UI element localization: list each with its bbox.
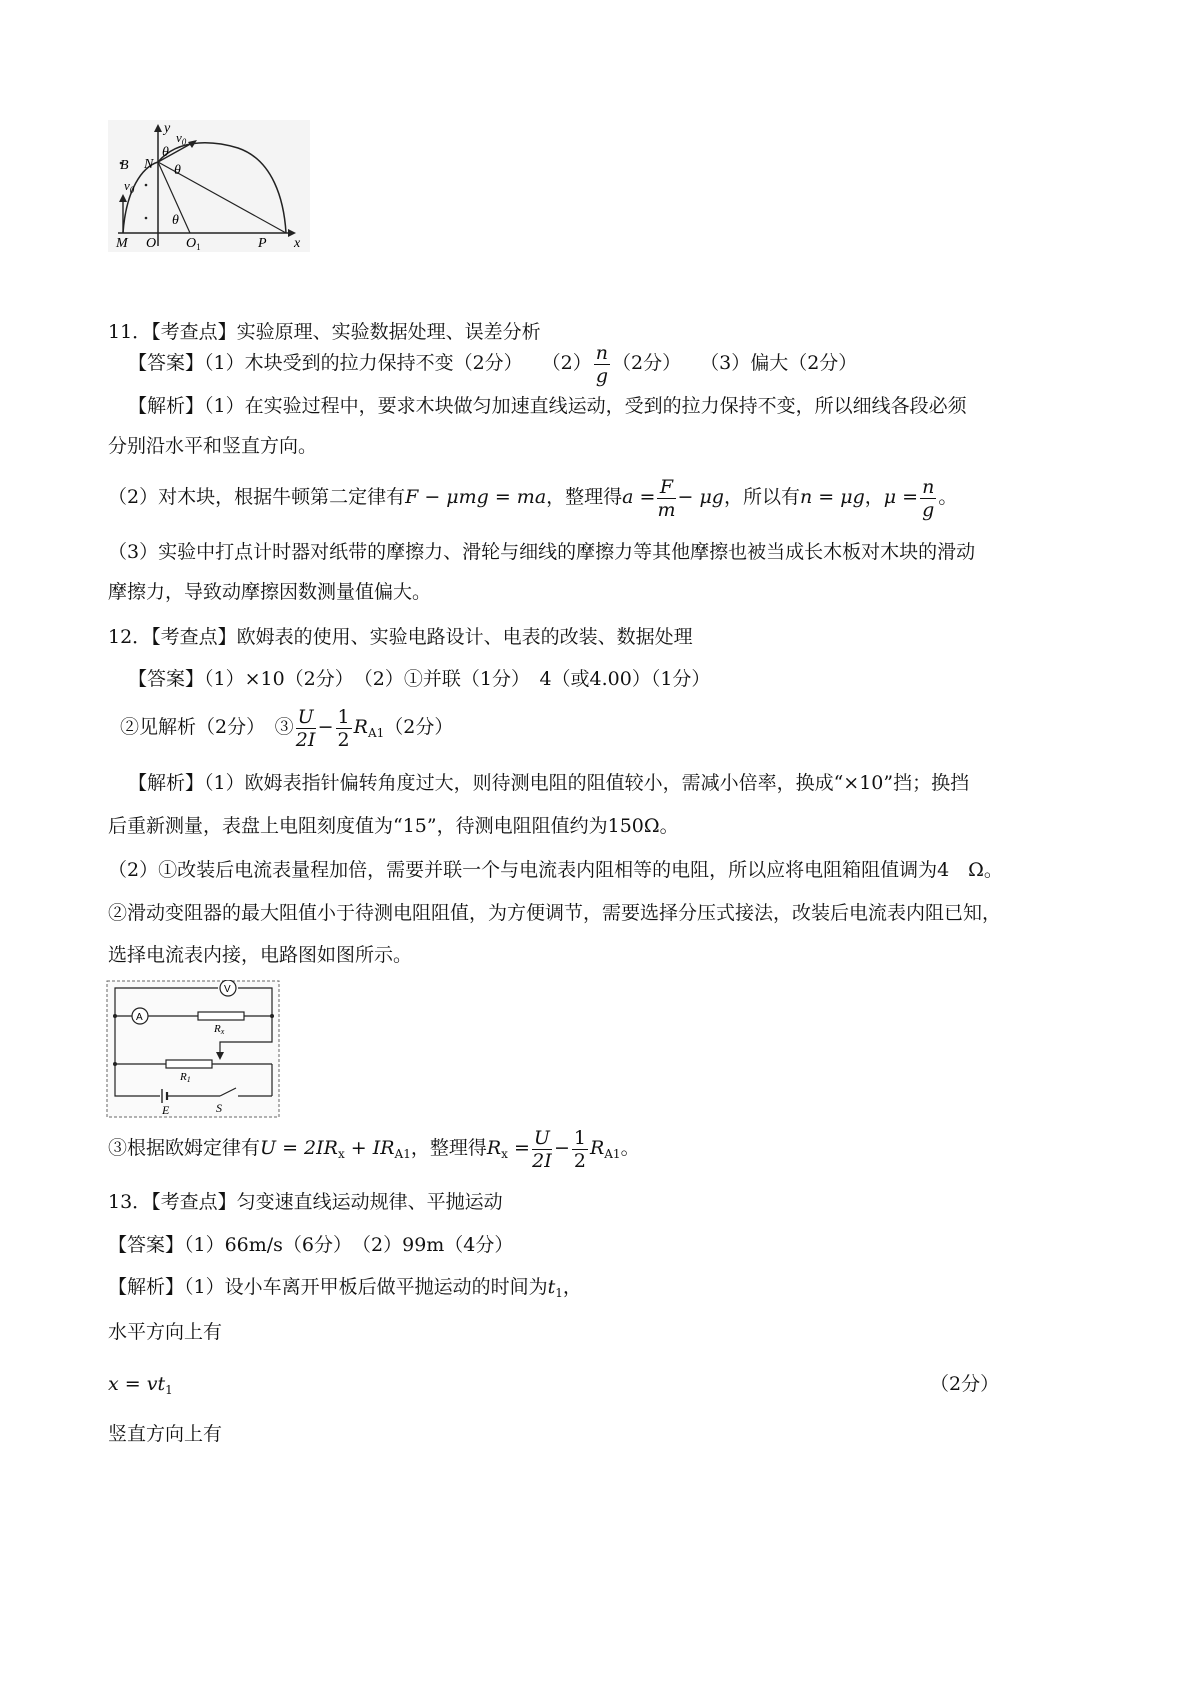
- q13-explain-line3: 竖直方向上有: [108, 1423, 223, 1445]
- P-label: P: [258, 236, 267, 251]
- resistance-symbol: R: [486, 1137, 502, 1159]
- fraction-denominator: 2: [337, 728, 350, 751]
- text-segment: ②见解析（2分） ③: [120, 716, 294, 738]
- O-label: O: [146, 236, 157, 251]
- text-segment: ，: [864, 486, 884, 508]
- trajectory-figure: [108, 120, 310, 252]
- fraction-numerator: F: [657, 476, 675, 499]
- fraction-numerator: n: [595, 341, 609, 364]
- q13-equation: [108, 1372, 173, 1398]
- q12-explain-line2: 后重新测量，表盘上电阻刻度值为“15”，待测电阻阻值约为150Ω。: [108, 815, 679, 837]
- resistance-symbol: R: [589, 1137, 605, 1159]
- fraction-numerator: 1: [337, 705, 350, 728]
- subscript: x: [337, 1147, 345, 1161]
- v0-label-m: v: [124, 178, 130, 193]
- e-label: E: [162, 1103, 170, 1117]
- O1-label: O: [186, 236, 197, 251]
- equation: U = 2IR: [260, 1137, 338, 1159]
- subscript: x: [501, 1147, 508, 1161]
- subscript: 1: [555, 1286, 563, 1300]
- q11-explain-line2: 分别沿水平和竖直方向。: [108, 435, 318, 457]
- equation: μ =: [883, 486, 919, 508]
- q12-explain-line1: 【解析】（1）欧姆表指针偏转角度过大，则待测电阻的阻值较小，需减小倍率，换成“×10”挡；换挡: [128, 772, 970, 794]
- q13-answer: 【答案】（1）66m/s（6分） （2）99m（4分）: [108, 1234, 514, 1256]
- equation: + IR: [344, 1137, 395, 1159]
- B-label: B: [120, 158, 129, 173]
- q11-explain-line4: （3）实验中打点计时器对纸带的摩擦力、滑轮与细线的摩擦力等其他摩擦也被当成长木板对木块的滑动: [108, 541, 976, 563]
- equation: − μg: [677, 486, 724, 508]
- q11-explain-line3: [108, 472, 957, 522]
- q13-explain-line2: 水平方向上有: [108, 1321, 223, 1343]
- text-segment: ③根据欧姆定律有: [108, 1137, 261, 1159]
- v0-label: v: [176, 130, 182, 145]
- figure-background: [108, 120, 310, 252]
- q11-explain-line5: 摩擦力，导致动摩擦因数测量值偏大。: [108, 581, 432, 603]
- O1-sub: 1: [196, 242, 201, 252]
- fraction-half: [572, 1127, 588, 1172]
- text-segment: ，整理得: [546, 486, 623, 508]
- q12-explain-line4: ②滑动变阻器的最大阻值小于待测电阻阻值，为方便调节，需要选择分压式接法，改装后电流表内阻已知，: [108, 902, 1002, 924]
- equals-sign: =: [507, 1137, 530, 1159]
- q11-heading: 11．【考查点】实验原理、实验数据处理、误差分析: [108, 321, 541, 343]
- N-label: N: [144, 157, 154, 172]
- subscript: A1: [367, 726, 385, 740]
- y-label: y: [164, 121, 171, 136]
- q11-explain-line1: 【解析】（1）在实验过程中，要求木块做匀加速直线运动，受到的拉力保持不变，所以细线各段必须: [128, 395, 967, 417]
- resistor-rx: [198, 1012, 244, 1020]
- q12-answer-line2: [120, 702, 453, 754]
- q13-heading: 13．【考查点】匀变速直线运动规律、平抛运动: [108, 1191, 503, 1213]
- fraction-u-2i: [532, 1127, 552, 1172]
- q13-score: （2分）: [930, 1373, 1000, 1395]
- q12-heading: 12．【考查点】欧姆表的使用、实验电路设计、电表的改装、数据处理: [108, 626, 693, 648]
- q11-answer-part1: 【答案】（1）木块受到的拉力保持不变（2分） （2）: [128, 352, 592, 374]
- q11-answer-part2: （2分） （3）偏大（2分）: [612, 352, 858, 374]
- subscript: A1: [394, 1147, 411, 1161]
- equation: F − μmg = ma: [405, 486, 547, 508]
- ammeter-label: A: [136, 1012, 143, 1023]
- text-segment: ，整理得: [410, 1137, 487, 1159]
- q11-answer: [128, 340, 857, 387]
- subscript: 1: [165, 1383, 173, 1397]
- M-label: M: [116, 236, 128, 251]
- q12-explain-line5: 选择电流表内接，电路图如图所示。: [108, 944, 413, 966]
- text-segment: 。: [938, 486, 958, 508]
- fraction-denominator: g: [595, 364, 608, 387]
- minus-sign: −: [553, 1137, 570, 1159]
- fraction: [920, 476, 936, 521]
- theta-label-1: θ: [162, 145, 169, 160]
- fraction-numerator: U: [533, 1126, 550, 1149]
- fraction-numerator: n: [922, 475, 935, 498]
- text-segment: 。: [620, 1137, 640, 1159]
- fraction-u-2i: [296, 706, 316, 751]
- minus-sign: −: [317, 716, 334, 738]
- subscript: A1: [604, 1147, 621, 1161]
- rheostat-r1: [166, 1060, 212, 1068]
- field-dot: [145, 184, 148, 187]
- fraction-half: [336, 706, 352, 751]
- q12-answer-line1: 【答案】（1）×10（2分） （2）①并联（1分） 4（或4.00）（1分）: [128, 668, 711, 690]
- x-label: x: [294, 236, 301, 251]
- time-symbol: t: [547, 1276, 556, 1298]
- resistance-symbol: R: [353, 716, 368, 738]
- theta-label-3: θ: [172, 213, 179, 228]
- fraction-numerator: 1: [573, 1126, 586, 1149]
- fraction-denominator: 2: [573, 1149, 586, 1172]
- rx-label: R: [214, 1023, 221, 1035]
- text-segment: （2分）: [384, 716, 454, 738]
- fraction-numerator: U: [297, 705, 314, 728]
- fraction-denominator: 2I: [532, 1149, 552, 1172]
- equation: x = vt: [108, 1373, 166, 1395]
- q12-explain-line3: （2）①改装后电流表量程加倍，需要并联一个与电流表内阻相等的电阻，所以应将电阻箱阻值调为4 Ω。: [108, 859, 1003, 881]
- fraction-denominator: m: [657, 498, 676, 521]
- v0-sub-m: 0: [129, 185, 135, 195]
- voltmeter-label: V: [224, 984, 231, 995]
- text-segment: ，所以有: [723, 486, 800, 508]
- equation: a =: [622, 486, 656, 508]
- fraction: [657, 476, 675, 521]
- r1-sub: 1: [186, 1075, 191, 1084]
- equation: n = μg: [800, 486, 865, 508]
- text-segment: ，: [562, 1276, 582, 1298]
- r1-label: R: [180, 1071, 187, 1083]
- q13-explain-line1: [108, 1275, 582, 1301]
- fraction-denominator: 2I: [295, 728, 316, 751]
- s-label: S: [216, 1101, 222, 1115]
- fraction-denominator: g: [922, 498, 935, 521]
- circuit-figure: [106, 980, 280, 1118]
- text-segment: （2）对木块，根据牛顿第二定律有: [108, 486, 406, 508]
- rx-sub: x: [220, 1027, 225, 1036]
- field-dot: [145, 217, 148, 220]
- theta-label-2: θ: [174, 163, 181, 178]
- text-segment: 【解析】（1）设小车离开甲板后做平抛运动的时间为: [108, 1276, 548, 1298]
- q11-answer-fraction: [594, 342, 610, 387]
- v0-sub: 0: [181, 137, 187, 147]
- q12-explain-line6: [108, 1122, 640, 1176]
